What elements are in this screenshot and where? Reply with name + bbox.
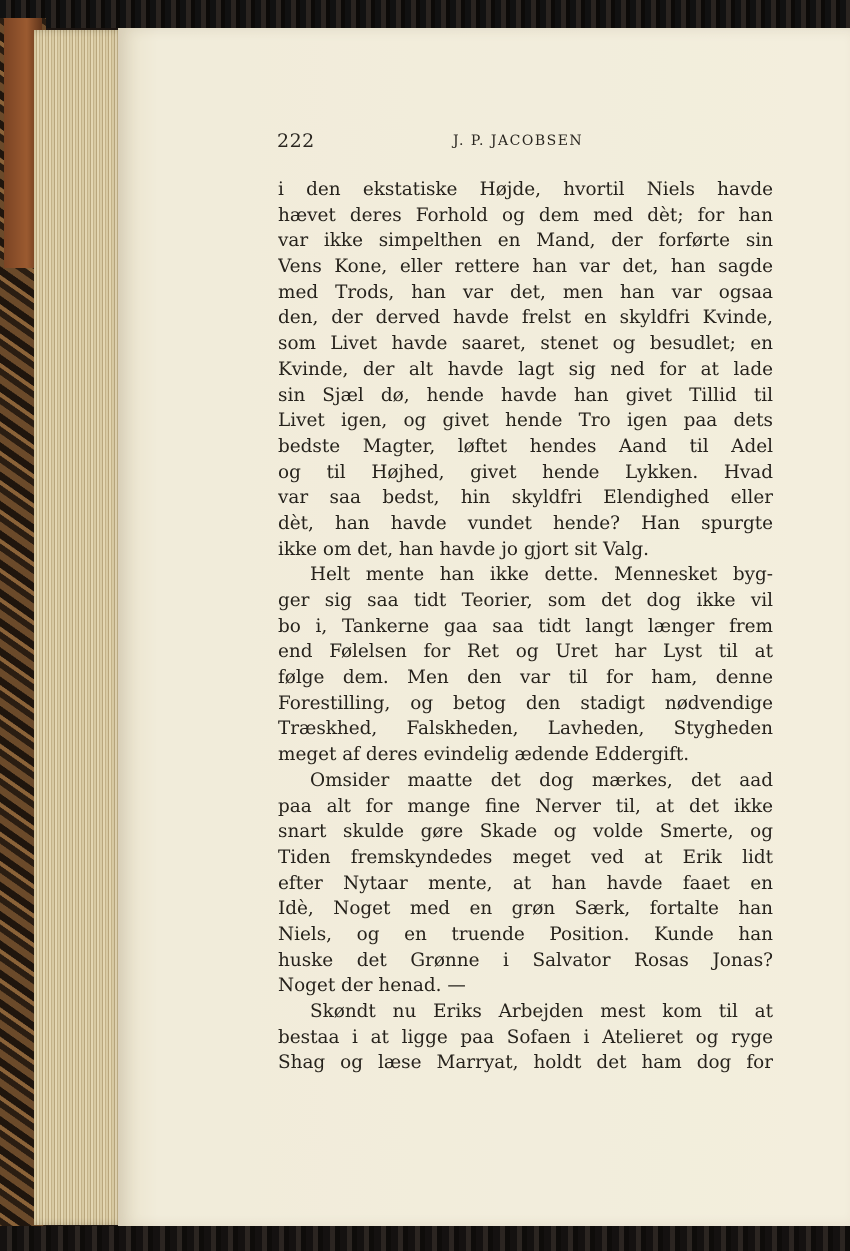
text-line: som Livet havde saaret, stenet og besudlet; en [278,333,773,355]
text-line: Tiden fremskyndedes meget ved at Erik lidt [278,846,773,868]
background-top [0,0,850,28]
text-line: dèt, han havde vundet hende? Han spurgte [278,512,773,534]
text-line: hævet deres Forhold og dem med dèt; for han [278,204,773,226]
text-line: bedste Magter, løftet hendes Aand til Adel [278,435,773,457]
text-line: Træskhed, Falskheden, Lavheden, Stygheden [278,718,773,740]
page-edges [34,30,126,1225]
text-line: i den ekstatiske Højde, hvortil Niels havde [278,179,773,200]
text-line: efter Nytaar mente, at han havde faaet en [278,872,773,894]
text-line: huske det Grønne i Salvator Rosas Jonas? [278,949,773,971]
text-line: Helt mente han ikke dette. Mennesket byg- [310,564,773,586]
text-line: følge dem. Men den var til for ham, denne [278,667,773,689]
body-text [278,177,773,1076]
running-head-author: J. P. JACOBSEN [453,133,584,149]
running-head [277,130,777,154]
text-line: var saa bedst, hin skyldfri Elendighed eller [278,487,773,509]
text-line: paa alt for mange fine Nerver til, at det ikke [278,795,773,817]
text-line: Skøndt nu Eriks Arbejden mest kom til at [310,1001,773,1022]
text-line: Vens Kone, eller rettere han var det, han sagde [278,256,773,278]
text-line: end Følelsen for Ret og Uret har Lyst til at [278,641,773,663]
background-bottom [0,1226,850,1251]
text-line: sin Sjæl dø, hende havde han givet Tillid til [278,384,773,406]
text-line: Forestilling, og betog den stadigt nødvendige [278,692,773,714]
text-line: den, der derved havde frelst en skyldfri Kvinde, [278,307,773,329]
text-line: bestaa i at ligge paa Sofaen i Atelieret og ryge [278,1026,773,1048]
text-line: Livet igen, og givet hende Tro igen paa dets [278,410,773,432]
text-line: bo i, Tankerne gaa saa tidt langt længer frem [278,615,773,637]
text-line: Kvinde, der alt havde lagt sig ned for at lade [278,358,773,380]
text-line: var ikke simpelthen en Mand, der forførte sin [278,230,773,252]
page-number: 222 [277,130,315,152]
text-line: ikke om det, han havde jo gjort sit Valg. [278,538,649,560]
text-line: ger sig saa tidt Teorier, som det dog ikke vil [278,590,773,611]
text-line: Niels, og en truende Position. Kunde han [278,923,773,945]
text-line: og til Højhed, givet hende Lykken. Hvad [278,461,773,483]
text-line: Omsider maatte det dog mærkes, det aad [310,769,773,791]
text-line: Idè, Noget med en grøn Særk, fortalte han [278,898,773,920]
text-line: Shag og læse Marryat, holdt det ham dog for [278,1052,773,1074]
text-line: Noget der henad. — [278,975,466,997]
text-line: snart skulde gøre Skade og volde Smerte, og [278,821,773,843]
text-line: med Trods, han var det, men han var ogsaa [278,281,773,303]
text-line: meget af deres evindelig ædende Eddergift. [278,744,690,766]
